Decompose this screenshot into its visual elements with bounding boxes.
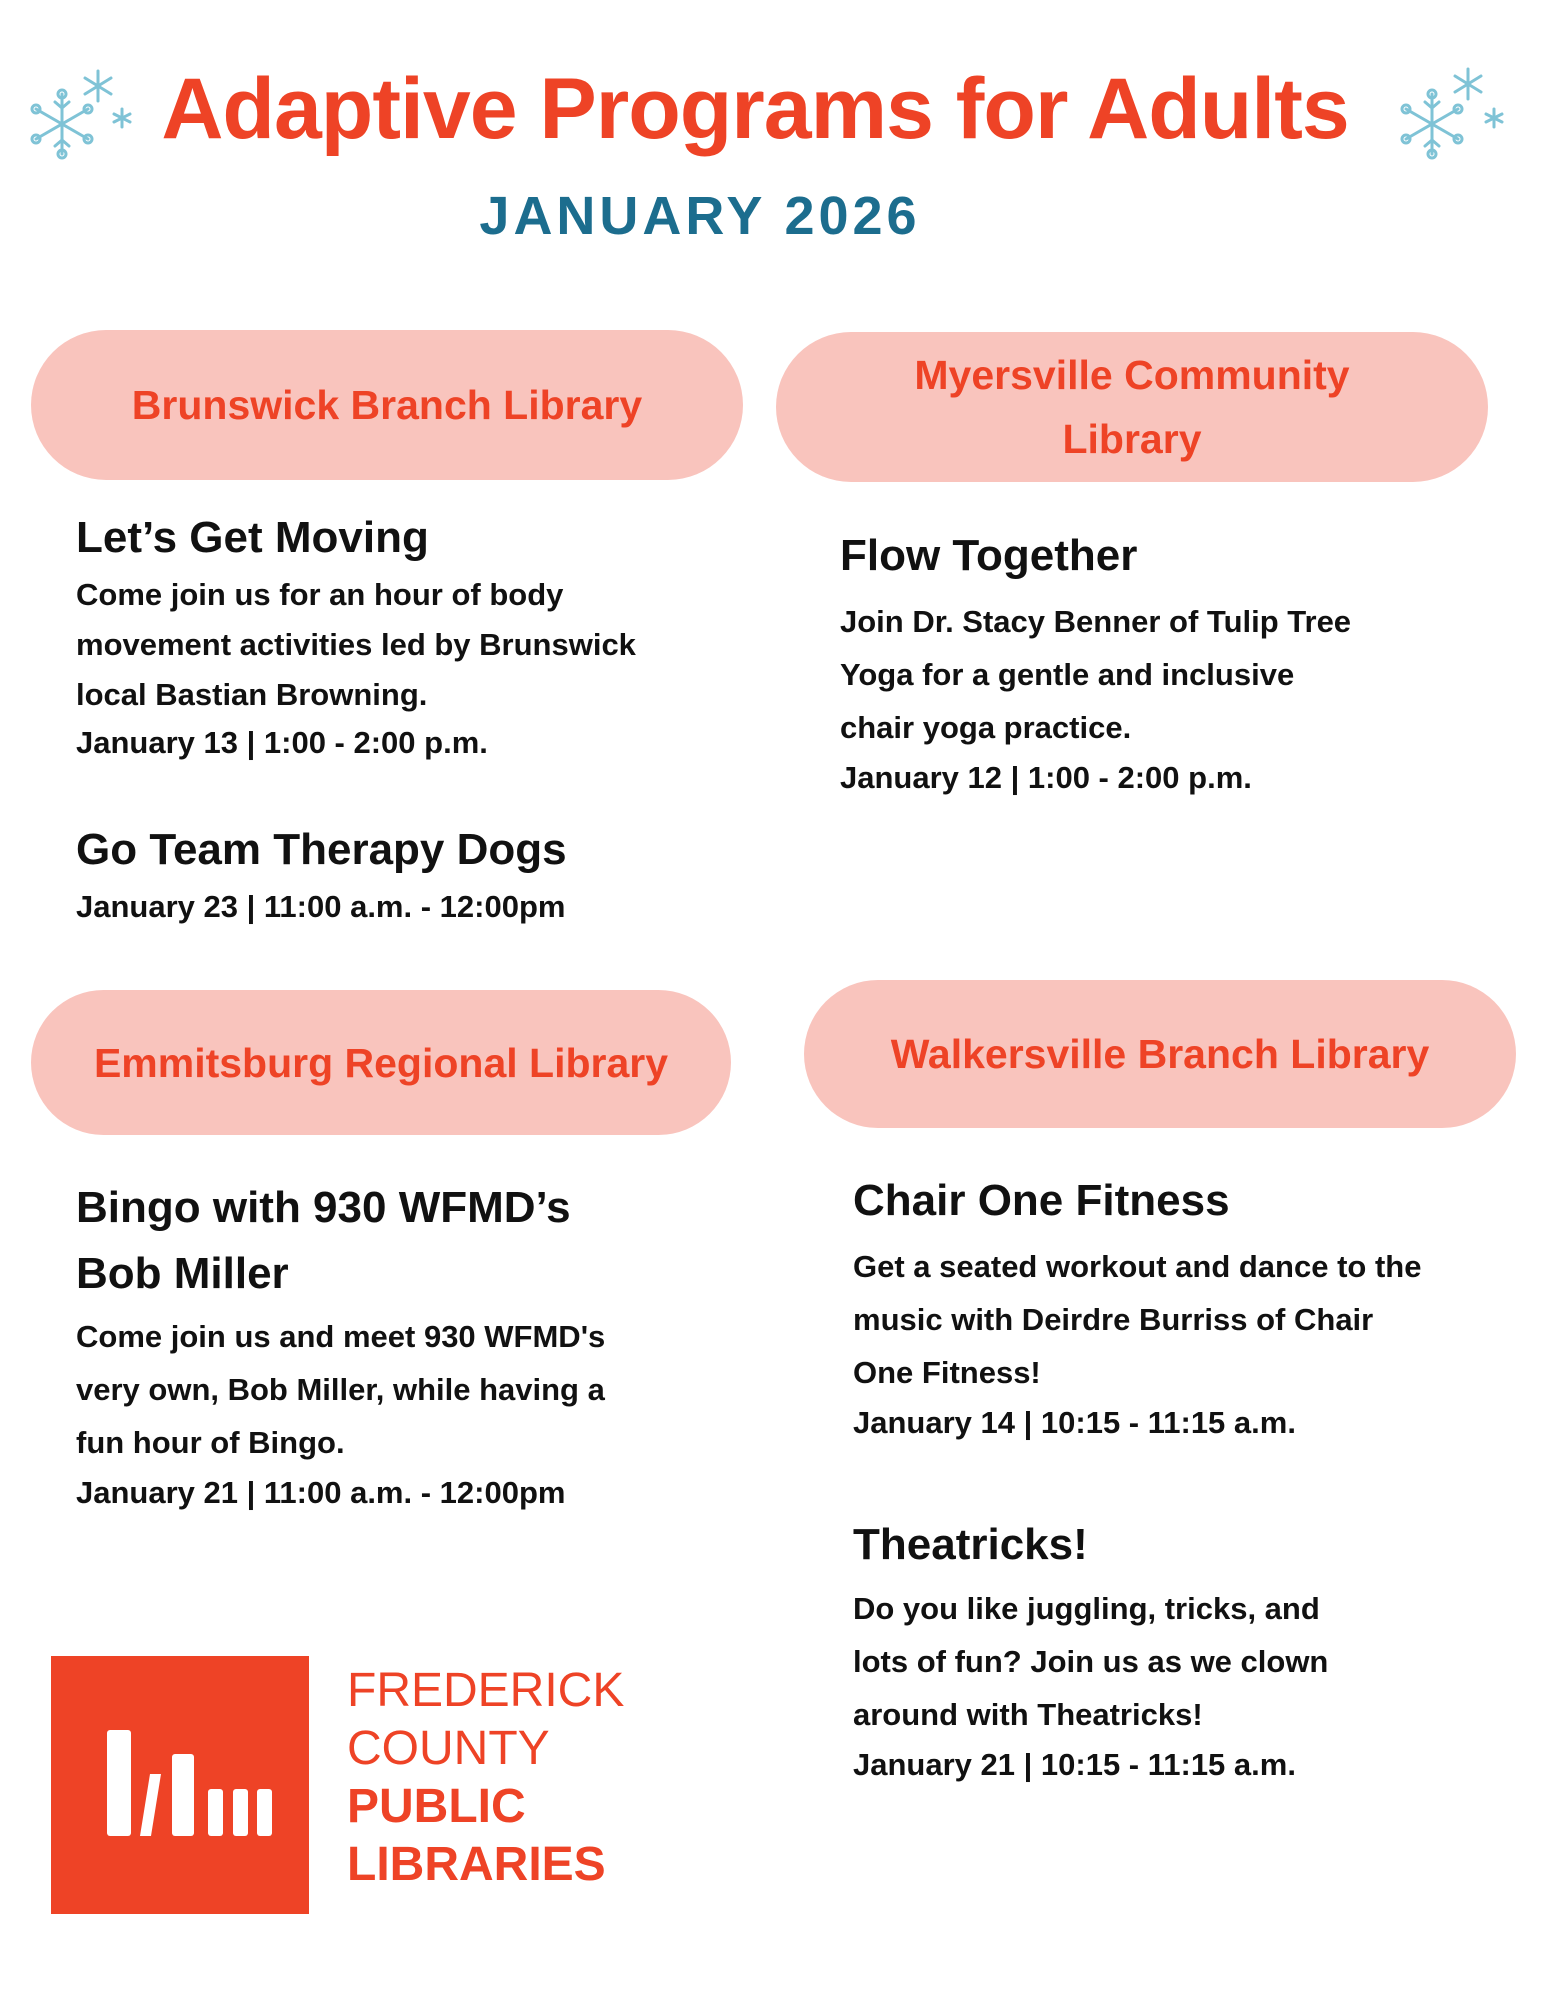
logo-line: COUNTY: [347, 1722, 550, 1775]
page-subtitle: JANUARY 2026: [479, 186, 921, 246]
event-date-time: January 12 | 1:00 - 2:00 p.m.: [840, 760, 1252, 795]
event-description: Join Dr. Stacy Benner of Tulip Tree Yoga for a gentle and inclusive chair yoga practice.: [840, 604, 1352, 745]
library-name: Brunswick Branch Library: [131, 382, 643, 428]
event-title: Bingo with 930 WFMD’s Bob Miller: [76, 1183, 571, 1298]
logo-line: PUBLIC: [347, 1780, 526, 1833]
event-title: Go Team Therapy Dogs: [76, 825, 567, 874]
myersville-library-heading: [776, 332, 1488, 482]
event-date-time: January 23 | 11:00 a.m. - 12:00pm: [76, 889, 566, 924]
brunswick-library-heading: [31, 330, 743, 480]
event-title: Let’s Get Moving: [76, 513, 429, 562]
library-name: Emmitsburg Regional Library: [93, 1039, 669, 1086]
event-date-time: January 21 | 11:00 a.m. - 12:00pm: [76, 1475, 566, 1510]
library-name: Walkersville Branch Library: [890, 1031, 1430, 1077]
event-date-time: January 13 | 1:00 - 2:00 p.m.: [76, 725, 488, 760]
walkersville-library-heading: [804, 980, 1516, 1128]
event-description: Do you like juggling, tricks, and lots of fun? Join us as we clown around with Theatricks!: [853, 1591, 1329, 1732]
event-description: Come join us and meet 930 WFMD's very own, Bob Miller, while having a fun hour of Bingo.: [76, 1319, 606, 1460]
snowflakes-right-icon: [1390, 62, 1510, 172]
logo-line: LIBRARIES: [347, 1838, 606, 1891]
event-title: Theatricks!: [853, 1520, 1088, 1569]
event-title: Chair One Fitness: [853, 1176, 1230, 1225]
logo-line: FREDERICK: [347, 1664, 625, 1717]
library-name: Myersville Community Library: [914, 352, 1350, 462]
snowflakes-left-icon: [20, 62, 140, 172]
event-date-time: January 14 | 10:15 - 11:15 a.m.: [853, 1405, 1296, 1440]
event-date-time: January 21 | 10:15 - 11:15 a.m.: [853, 1747, 1296, 1782]
emmitsburg-library-heading: [31, 990, 731, 1135]
event-description: Come join us for an hour of body movement activities led by Brunswick local Bastian Browning.: [76, 577, 636, 712]
event-title: Flow Together: [840, 531, 1138, 580]
page-title: Adaptive Programs for Adults: [161, 61, 1349, 157]
library-bars-icon: [51, 1656, 309, 1914]
library-system-name: [347, 1662, 677, 1894]
event-description: Get a seated workout and dance to the music with Deirdre Burriss of Chair One Fitness!: [853, 1249, 1422, 1390]
library-logo: [51, 1656, 309, 1914]
